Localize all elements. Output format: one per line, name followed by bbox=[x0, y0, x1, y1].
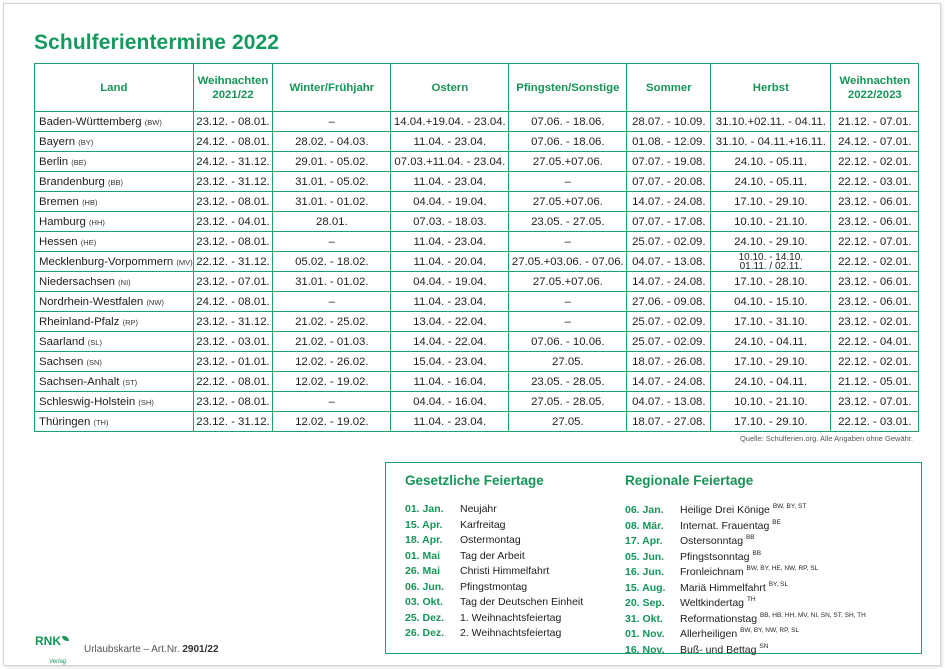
date-cell: 24.10. - 05.11. bbox=[711, 152, 831, 172]
table-row bbox=[35, 252, 919, 272]
table-row bbox=[35, 412, 919, 432]
state-abbr: (SL) bbox=[87, 337, 102, 347]
holiday-date: 08. Mär. bbox=[625, 519, 664, 532]
date-cell: 27.05.+07.06. bbox=[509, 272, 627, 292]
date-cell: 31.01. - 01.02. bbox=[273, 192, 391, 212]
date-cell: 22.12. - 02.01. bbox=[831, 252, 919, 272]
date-cell: 07.07. - 20.08. bbox=[627, 172, 711, 192]
holiday-name: Fronleichnam bbox=[680, 566, 744, 578]
holiday-states: TH bbox=[746, 596, 756, 603]
state-cell bbox=[35, 312, 194, 332]
date-cell: 21.02. - 25.02. bbox=[273, 312, 391, 332]
date-cell: 04.07. - 13.08. bbox=[627, 392, 711, 412]
state-name: Thüringen bbox=[39, 415, 91, 428]
date-cell: 22.12. - 03.01. bbox=[831, 172, 919, 192]
date-cell: 12.02. - 19.02. bbox=[273, 412, 391, 432]
holiday-name: Karfreitag bbox=[460, 518, 506, 531]
state-abbr: (HE) bbox=[80, 237, 97, 247]
holiday-item bbox=[625, 503, 866, 519]
date-cell: 27.05. bbox=[509, 352, 627, 372]
date-cell: 27.05. bbox=[509, 412, 627, 432]
date-cell: 23.12. - 08.01. bbox=[193, 392, 273, 412]
holiday-item bbox=[405, 581, 583, 597]
state-abbr: (RP) bbox=[122, 317, 139, 327]
table-row bbox=[35, 292, 919, 312]
col-header-ostern: Ostern bbox=[391, 64, 509, 112]
date-cell: 04.04. - 19.04. bbox=[391, 192, 509, 212]
date-cell: 15.04. - 23.04. bbox=[391, 352, 509, 372]
date-cell: 04.04. - 19.04. bbox=[391, 272, 509, 292]
leaf-icon bbox=[62, 636, 69, 641]
date-cell: 31.01. - 05.02. bbox=[273, 172, 391, 192]
state-name: Bayern bbox=[39, 135, 76, 148]
date-cell: 10.10. - 21.10. bbox=[711, 392, 831, 412]
state-abbr: (ST) bbox=[122, 377, 138, 387]
date-cell: 22.12. - 04.01. bbox=[831, 332, 919, 352]
holiday-name: Ostermontag bbox=[460, 534, 521, 546]
date-cell: 07.06. - 10.06. bbox=[509, 332, 627, 352]
state-name: Sachsen bbox=[39, 355, 84, 368]
holiday-name: Heilige Drei Könige bbox=[680, 504, 770, 516]
date-cell: 07.03. - 18.03. bbox=[391, 212, 509, 232]
date-cell: 24.12. - 08.01. bbox=[193, 132, 273, 152]
state-cell bbox=[35, 132, 194, 152]
date-cell: 24.12. - 07.01. bbox=[831, 132, 919, 152]
date-cell: 23.12. - 06.01. bbox=[831, 212, 919, 232]
holiday-item bbox=[405, 534, 583, 550]
state-abbr: (BW) bbox=[144, 117, 162, 127]
table-row bbox=[35, 352, 919, 372]
holiday-table bbox=[34, 63, 919, 432]
date-cell: 11.04. - 23.04. bbox=[391, 132, 509, 152]
col-header-weihnachten-2021: Weihnachten 2021/22 bbox=[193, 64, 273, 112]
holiday-name: Weltkindertag bbox=[680, 597, 745, 609]
date-cell: 22.12. - 02.01. bbox=[831, 352, 919, 372]
holiday-item bbox=[405, 550, 583, 566]
date-cell: 27.06. - 09.08. bbox=[627, 292, 711, 312]
date-cell: 23.12. - 07.01. bbox=[193, 272, 273, 292]
state-cell bbox=[35, 372, 194, 392]
holiday-name: Mariä Himmelfahrt bbox=[680, 581, 766, 594]
state-cell bbox=[35, 352, 194, 372]
date-cell: 07.03.+11.04. - 23.04. bbox=[391, 152, 509, 172]
date-cell: 23.12. - 06.01. bbox=[831, 292, 919, 312]
date-cell: 05.02. - 18.02. bbox=[273, 252, 391, 272]
state-cell bbox=[35, 292, 194, 312]
date-cell: – bbox=[273, 292, 391, 312]
holiday-item bbox=[405, 565, 583, 581]
table-row bbox=[35, 172, 919, 192]
date-cell: 17.10. - 28.10. bbox=[711, 272, 831, 292]
state-cell bbox=[35, 392, 194, 412]
holiday-item bbox=[405, 519, 583, 535]
date-cell: 11.04. - 23.04. bbox=[391, 232, 509, 252]
date-cell: 22.12. - 07.01. bbox=[831, 232, 919, 252]
date-cell: 23.12. - 06.01. bbox=[831, 272, 919, 292]
holiday-name: 1. Weihnachtsfeiertag bbox=[460, 611, 562, 624]
date-cell: 23.12. - 08.01. bbox=[193, 192, 273, 212]
date-cell: – bbox=[273, 112, 391, 132]
date-cell: 11.04. - 23.04. bbox=[391, 292, 509, 312]
holiday-date: 15. Apr. bbox=[405, 518, 443, 531]
holiday-date: 06. Jan. bbox=[625, 504, 664, 516]
holiday-item bbox=[625, 550, 866, 566]
date-cell: – bbox=[273, 392, 391, 412]
holiday-item bbox=[625, 627, 866, 643]
date-cell: 24.10. - 04.11. bbox=[711, 332, 831, 352]
holiday-states: BW, BY, HE, NW, RP, SL bbox=[746, 565, 819, 572]
table-row bbox=[35, 232, 919, 252]
holiday-name: Reformationstag bbox=[680, 612, 758, 625]
table-row bbox=[35, 192, 919, 212]
col-header-winter: Winter/Frühjahr bbox=[273, 64, 391, 112]
state-abbr: (MV) bbox=[176, 257, 193, 267]
table-row bbox=[35, 372, 919, 392]
state-abbr: (BE) bbox=[71, 157, 87, 167]
date-cell: 28.07. - 10.09. bbox=[627, 112, 711, 132]
table-row bbox=[35, 312, 919, 332]
regionale-heading: Regionale Feiertage bbox=[625, 473, 754, 488]
table-row bbox=[35, 332, 919, 352]
state-cell bbox=[35, 172, 194, 192]
state-abbr: (NW) bbox=[146, 297, 164, 307]
holiday-date: 25. Dez. bbox=[405, 611, 445, 624]
herbst-line: 01.11. / 02.11. bbox=[739, 260, 803, 272]
logo-subtext: Verlag bbox=[49, 659, 67, 665]
date-cell: 14.04.+19.04. - 23.04. bbox=[391, 112, 509, 132]
table-row bbox=[35, 212, 919, 232]
date-cell: 21.12. - 07.01. bbox=[831, 112, 919, 132]
holiday-item bbox=[625, 581, 866, 597]
state-abbr: (SH) bbox=[138, 397, 154, 407]
holiday-item bbox=[625, 596, 866, 612]
state-abbr: (NI) bbox=[118, 277, 131, 287]
date-cell: 22.12. - 02.01. bbox=[831, 152, 919, 172]
state-name: Baden-Württemberg bbox=[39, 115, 142, 128]
holiday-states: BW, BY, ST bbox=[772, 503, 807, 510]
publisher-logo bbox=[35, 632, 69, 668]
date-cell: 31.01. - 01.02. bbox=[273, 272, 391, 292]
date-cell: 17.10. - 29.10. bbox=[711, 412, 831, 432]
holiday-date: 05. Jun. bbox=[625, 550, 665, 563]
state-cell bbox=[35, 232, 194, 252]
holiday-date: 06. Jun. bbox=[405, 580, 445, 593]
state-name: Niedersachsen bbox=[39, 275, 115, 288]
date-cell: 23.12. - 31.12. bbox=[193, 412, 273, 432]
holiday-name: Ostersonntag bbox=[680, 535, 744, 547]
holiday-name: Pfingstsonntag bbox=[680, 550, 750, 563]
date-cell: 27.05.+07.06. bbox=[509, 192, 627, 212]
logo-text: RNK bbox=[35, 634, 61, 648]
date-cell: – bbox=[509, 232, 627, 252]
date-cell: 07.07. - 17.08. bbox=[627, 212, 711, 232]
holiday-item bbox=[405, 612, 583, 628]
table-row bbox=[35, 392, 919, 412]
holiday-date: 01. Jan. bbox=[405, 503, 444, 515]
holiday-date: 26. Mai bbox=[405, 565, 441, 577]
holiday-date: 31. Okt. bbox=[625, 612, 663, 625]
holiday-name: Tag der Arbeit bbox=[460, 549, 525, 562]
date-cell: – bbox=[273, 232, 391, 252]
state-abbr: (HH) bbox=[89, 217, 105, 227]
state-cell bbox=[35, 212, 194, 232]
state-name: Brandenburg bbox=[39, 175, 105, 188]
holiday-date: 26. Dez. bbox=[405, 627, 445, 639]
state-name: Schleswig-Holstein bbox=[39, 395, 136, 408]
holiday-states: BE bbox=[772, 518, 781, 526]
date-cell: – bbox=[509, 312, 627, 332]
col-header-pfingsten: Pfingsten/Sonstige bbox=[509, 64, 627, 112]
holiday-item bbox=[405, 627, 583, 643]
date-cell: 01.08. - 12.09. bbox=[627, 132, 711, 152]
holiday-date: 20. Sep. bbox=[625, 597, 665, 609]
date-cell: 23.12. - 02.01. bbox=[831, 312, 919, 332]
date-cell: 23.12. - 07.01. bbox=[831, 392, 919, 412]
holiday-date: 15. Aug. bbox=[625, 581, 666, 594]
date-cell: 25.07. - 02.09. bbox=[627, 312, 711, 332]
date-cell: 14.04. - 22.04. bbox=[391, 332, 509, 352]
state-abbr: (BY) bbox=[78, 137, 94, 147]
date-cell: 23.05. - 27.05. bbox=[509, 212, 627, 232]
date-cell: 25.07. - 02.09. bbox=[627, 232, 711, 252]
date-cell: 25.07. - 02.09. bbox=[627, 332, 711, 352]
holidays-box bbox=[385, 462, 922, 654]
date-cell: 12.02. - 19.02. bbox=[273, 372, 391, 392]
col-header-herbst: Herbst bbox=[711, 64, 831, 112]
holiday-date: 16. Jun. bbox=[625, 566, 665, 578]
holiday-states: BB bbox=[745, 534, 755, 541]
state-name: Hamburg bbox=[39, 215, 86, 228]
date-cell: 07.07. - 19.08. bbox=[627, 152, 711, 172]
holiday-name: Tag der Deutschen Einheit bbox=[460, 596, 584, 608]
date-cell: 23.05. - 28.05. bbox=[509, 372, 627, 392]
state-name: Hessen bbox=[39, 235, 78, 248]
date-cell: 31.10. - 04.11.+16.11. bbox=[711, 132, 831, 152]
state-cell bbox=[35, 332, 194, 352]
date-cell: 23.12. - 06.01. bbox=[831, 192, 919, 212]
page-title: Schulferientermine 2022 bbox=[34, 31, 280, 54]
date-cell: 04.04. - 16.04. bbox=[391, 392, 509, 412]
holiday-name: Neujahr bbox=[460, 503, 497, 515]
gesetzliche-heading: Gesetzliche Feiertage bbox=[405, 473, 544, 488]
date-cell: 29.01. - 05.02. bbox=[273, 152, 391, 172]
table-row bbox=[35, 272, 919, 292]
date-cell: 23.12. - 01.01. bbox=[193, 352, 273, 372]
state-name: Mecklenburg-Vorpommern bbox=[39, 255, 174, 268]
date-cell: 22.12. - 08.01. bbox=[193, 372, 273, 392]
state-abbr: (SN) bbox=[86, 357, 102, 367]
holiday-date: 16. Nov. bbox=[625, 643, 665, 656]
state-name: Rheinland-Pfalz bbox=[39, 315, 120, 328]
date-cell: 14.07. - 24.08. bbox=[627, 372, 711, 392]
state-abbr: (TH) bbox=[93, 417, 109, 427]
date-cell: 31.10.+02.11. - 04.11. bbox=[711, 112, 831, 132]
date-cell: 11.04. - 16.04. bbox=[391, 372, 509, 392]
date-cell: 04.10. - 15.10. bbox=[711, 292, 831, 312]
date-cell: 28.02. - 04.03. bbox=[273, 132, 391, 152]
date-cell: 11.04. - 20.04. bbox=[391, 252, 509, 272]
date-cell: 23.12. - 31.12. bbox=[193, 172, 273, 192]
date-cell: 21.02. - 01.03. bbox=[273, 332, 391, 352]
date-cell: 23.12. - 08.01. bbox=[193, 232, 273, 252]
holiday-date: 01. Mai bbox=[405, 549, 441, 562]
holiday-item bbox=[625, 565, 866, 581]
holiday-item bbox=[625, 612, 866, 628]
date-cell: 21.12. - 05.01. bbox=[831, 372, 919, 392]
date-cell: 10.10. - 21.10. bbox=[711, 212, 831, 232]
date-cell: 13.04. - 22.04. bbox=[391, 312, 509, 332]
date-cell: 24.12. - 31.12. bbox=[193, 152, 273, 172]
holiday-name: Pfingstmontag bbox=[460, 580, 528, 593]
state-cell bbox=[35, 112, 194, 132]
date-cell: 04.07. - 13.08. bbox=[627, 252, 711, 272]
holiday-states: BY, SL bbox=[768, 580, 789, 588]
date-cell: 14.07. - 24.08. bbox=[627, 192, 711, 212]
date-cell: 22.12. - 03.01. bbox=[831, 412, 919, 432]
date-cell: 27.05.+03.06. - 07.06. bbox=[509, 252, 627, 272]
date-cell: – bbox=[509, 172, 627, 192]
state-abbr: (HB) bbox=[82, 197, 98, 207]
col-header-land: Land bbox=[35, 64, 194, 112]
holiday-name: Buß- und Bettag bbox=[680, 643, 757, 656]
holiday-name: 2. Weihnachtsfeiertag bbox=[460, 627, 562, 639]
state-cell bbox=[35, 412, 194, 432]
holiday-name: Christi Himmelfahrt bbox=[460, 565, 550, 577]
date-cell: 23.12. - 04.01. bbox=[193, 212, 273, 232]
state-cell bbox=[35, 252, 194, 272]
date-cell: – bbox=[509, 292, 627, 312]
date-cell: 07.06. - 18.06. bbox=[509, 112, 627, 132]
date-cell: 17.10. - 31.10. bbox=[711, 312, 831, 332]
holiday-item bbox=[625, 534, 866, 550]
holiday-name: Internat. Frauentag bbox=[680, 519, 770, 532]
date-cell: 14.07. - 24.08. bbox=[627, 272, 711, 292]
col-header-sommer: Sommer bbox=[627, 64, 711, 112]
table-header-row bbox=[35, 64, 919, 112]
holiday-item bbox=[625, 643, 866, 659]
date-cell: 27.05.+07.06. bbox=[509, 152, 627, 172]
date-cell: 23.12. - 03.01. bbox=[193, 332, 273, 352]
state-name: Nordrhein-Westfalen bbox=[39, 295, 144, 308]
date-cell: 11.04. - 23.04. bbox=[391, 172, 509, 192]
holiday-date: 01. Nov. bbox=[625, 628, 665, 640]
holiday-states: BB bbox=[752, 549, 762, 557]
holiday-item bbox=[625, 519, 866, 535]
state-name: Sachsen-Anhalt bbox=[39, 375, 120, 388]
date-cell: 28.01. bbox=[273, 212, 391, 232]
holiday-states: BB, HB, HH, MV, NI, SN, ST, SH, TH bbox=[759, 611, 866, 619]
gesetzliche-list bbox=[405, 503, 583, 643]
state-name: Bremen bbox=[39, 195, 79, 208]
date-cell: 22.12. - 31.12. bbox=[193, 252, 273, 272]
state-cell bbox=[35, 272, 194, 292]
holiday-date: 18. Apr. bbox=[405, 534, 443, 546]
date-cell: 17.10. - 29.10. bbox=[711, 352, 831, 372]
date-cell bbox=[711, 252, 831, 272]
regionale-list bbox=[625, 503, 866, 658]
herbst-line: 10.10. - 14.10. bbox=[738, 251, 804, 263]
holiday-states: BW, BY, NW, RP, SL bbox=[740, 627, 800, 634]
table-row bbox=[35, 132, 919, 152]
state-name: Berlin bbox=[39, 155, 69, 168]
article-number bbox=[84, 644, 219, 655]
state-cell bbox=[35, 192, 194, 212]
state-cell bbox=[35, 152, 194, 172]
holiday-item bbox=[405, 503, 583, 519]
date-cell: 17.10. - 29.10. bbox=[711, 192, 831, 212]
date-cell: 24.12. - 08.01. bbox=[193, 292, 273, 312]
holiday-item bbox=[405, 596, 583, 612]
holiday-name: Allerheiligen bbox=[680, 628, 738, 640]
calendar-sheet bbox=[3, 3, 941, 666]
table-row bbox=[35, 152, 919, 172]
holiday-states: SN bbox=[759, 642, 769, 650]
date-cell: 24.10. - 04.11. bbox=[711, 372, 831, 392]
date-cell: 23.12. - 08.01. bbox=[193, 112, 273, 132]
date-cell: 18.07. - 27.08. bbox=[627, 412, 711, 432]
date-cell: 11.04. - 23.04. bbox=[391, 412, 509, 432]
state-abbr: (BB) bbox=[108, 177, 124, 187]
table-row bbox=[35, 112, 919, 132]
date-cell: 24.10. - 29.10. bbox=[711, 232, 831, 252]
source-note: Quelle: Schulferien.org. Alle Angaben ohne Gewähr. bbox=[739, 434, 913, 443]
date-cell: 27.05. - 28.05. bbox=[509, 392, 627, 412]
date-cell: 07.06. - 18.06. bbox=[509, 132, 627, 152]
footer-artnr: 2901/22 bbox=[182, 644, 219, 655]
holiday-date: 17. Apr. bbox=[625, 535, 663, 547]
date-cell: 18.07. - 26.08. bbox=[627, 352, 711, 372]
holiday-date: 03. Okt. bbox=[405, 596, 443, 608]
col-header-weihnachten-2022: Weihnachten 2022/2023 bbox=[831, 64, 919, 112]
footer-label: Urlaubskarte – Art.Nr. bbox=[84, 644, 180, 655]
date-cell: 23.12. - 31.12. bbox=[193, 312, 273, 332]
state-name: Saarland bbox=[39, 335, 85, 348]
date-cell: 24.10. - 05.11. bbox=[711, 172, 831, 192]
date-cell: 12.02. - 26.02. bbox=[273, 352, 391, 372]
